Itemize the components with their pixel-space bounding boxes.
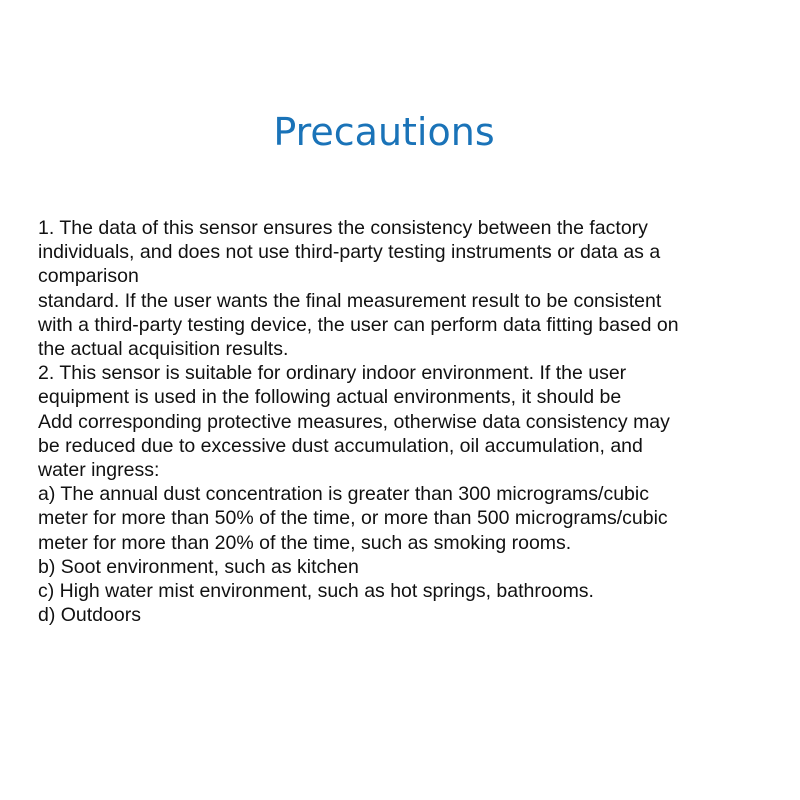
text-line: equipment is used in the following actual environments, it should be (38, 386, 622, 409)
text-line: meter for more than 20% of the time, such as smoking rooms. (38, 531, 572, 554)
text-line: water ingress: (38, 459, 160, 482)
text-line: individuals, and does not use third-party testing instruments or data as a (38, 241, 661, 264)
text-line: a) The annual dust concentration is greater than 300 micrograms/cubic (38, 483, 649, 506)
text-line: be reduced due to excessive dust accumulation, oil accumulation, and (38, 434, 643, 457)
text-line: with a third-party testing device, the user can perform data fitting based on (38, 313, 679, 336)
text-line: the actual acquisition results. (38, 338, 289, 361)
text-line: b) Soot environment, such as kitchen (38, 555, 359, 578)
text-line: meter for more than 50% of the time, or more than 500 micrograms/cubic (38, 507, 668, 530)
text-line: c) High water mist environment, such as hot springs, bathrooms. (38, 580, 594, 603)
precautions-body (38, 216, 778, 627)
text-line: 1. The data of this sensor ensures the consistency between the factory (38, 217, 648, 239)
text-line: standard. If the user wants the final measurement result to be consistent (38, 289, 662, 312)
text-line: 2. This sensor is suitable for ordinary indoor environment. If the user (38, 362, 627, 385)
text-line: d) Outdoors (38, 604, 141, 627)
text-line: Add corresponding protective measures, otherwise data consistency may (38, 410, 670, 433)
page-title: Precautions (273, 110, 495, 154)
text-line: comparison (38, 265, 139, 288)
